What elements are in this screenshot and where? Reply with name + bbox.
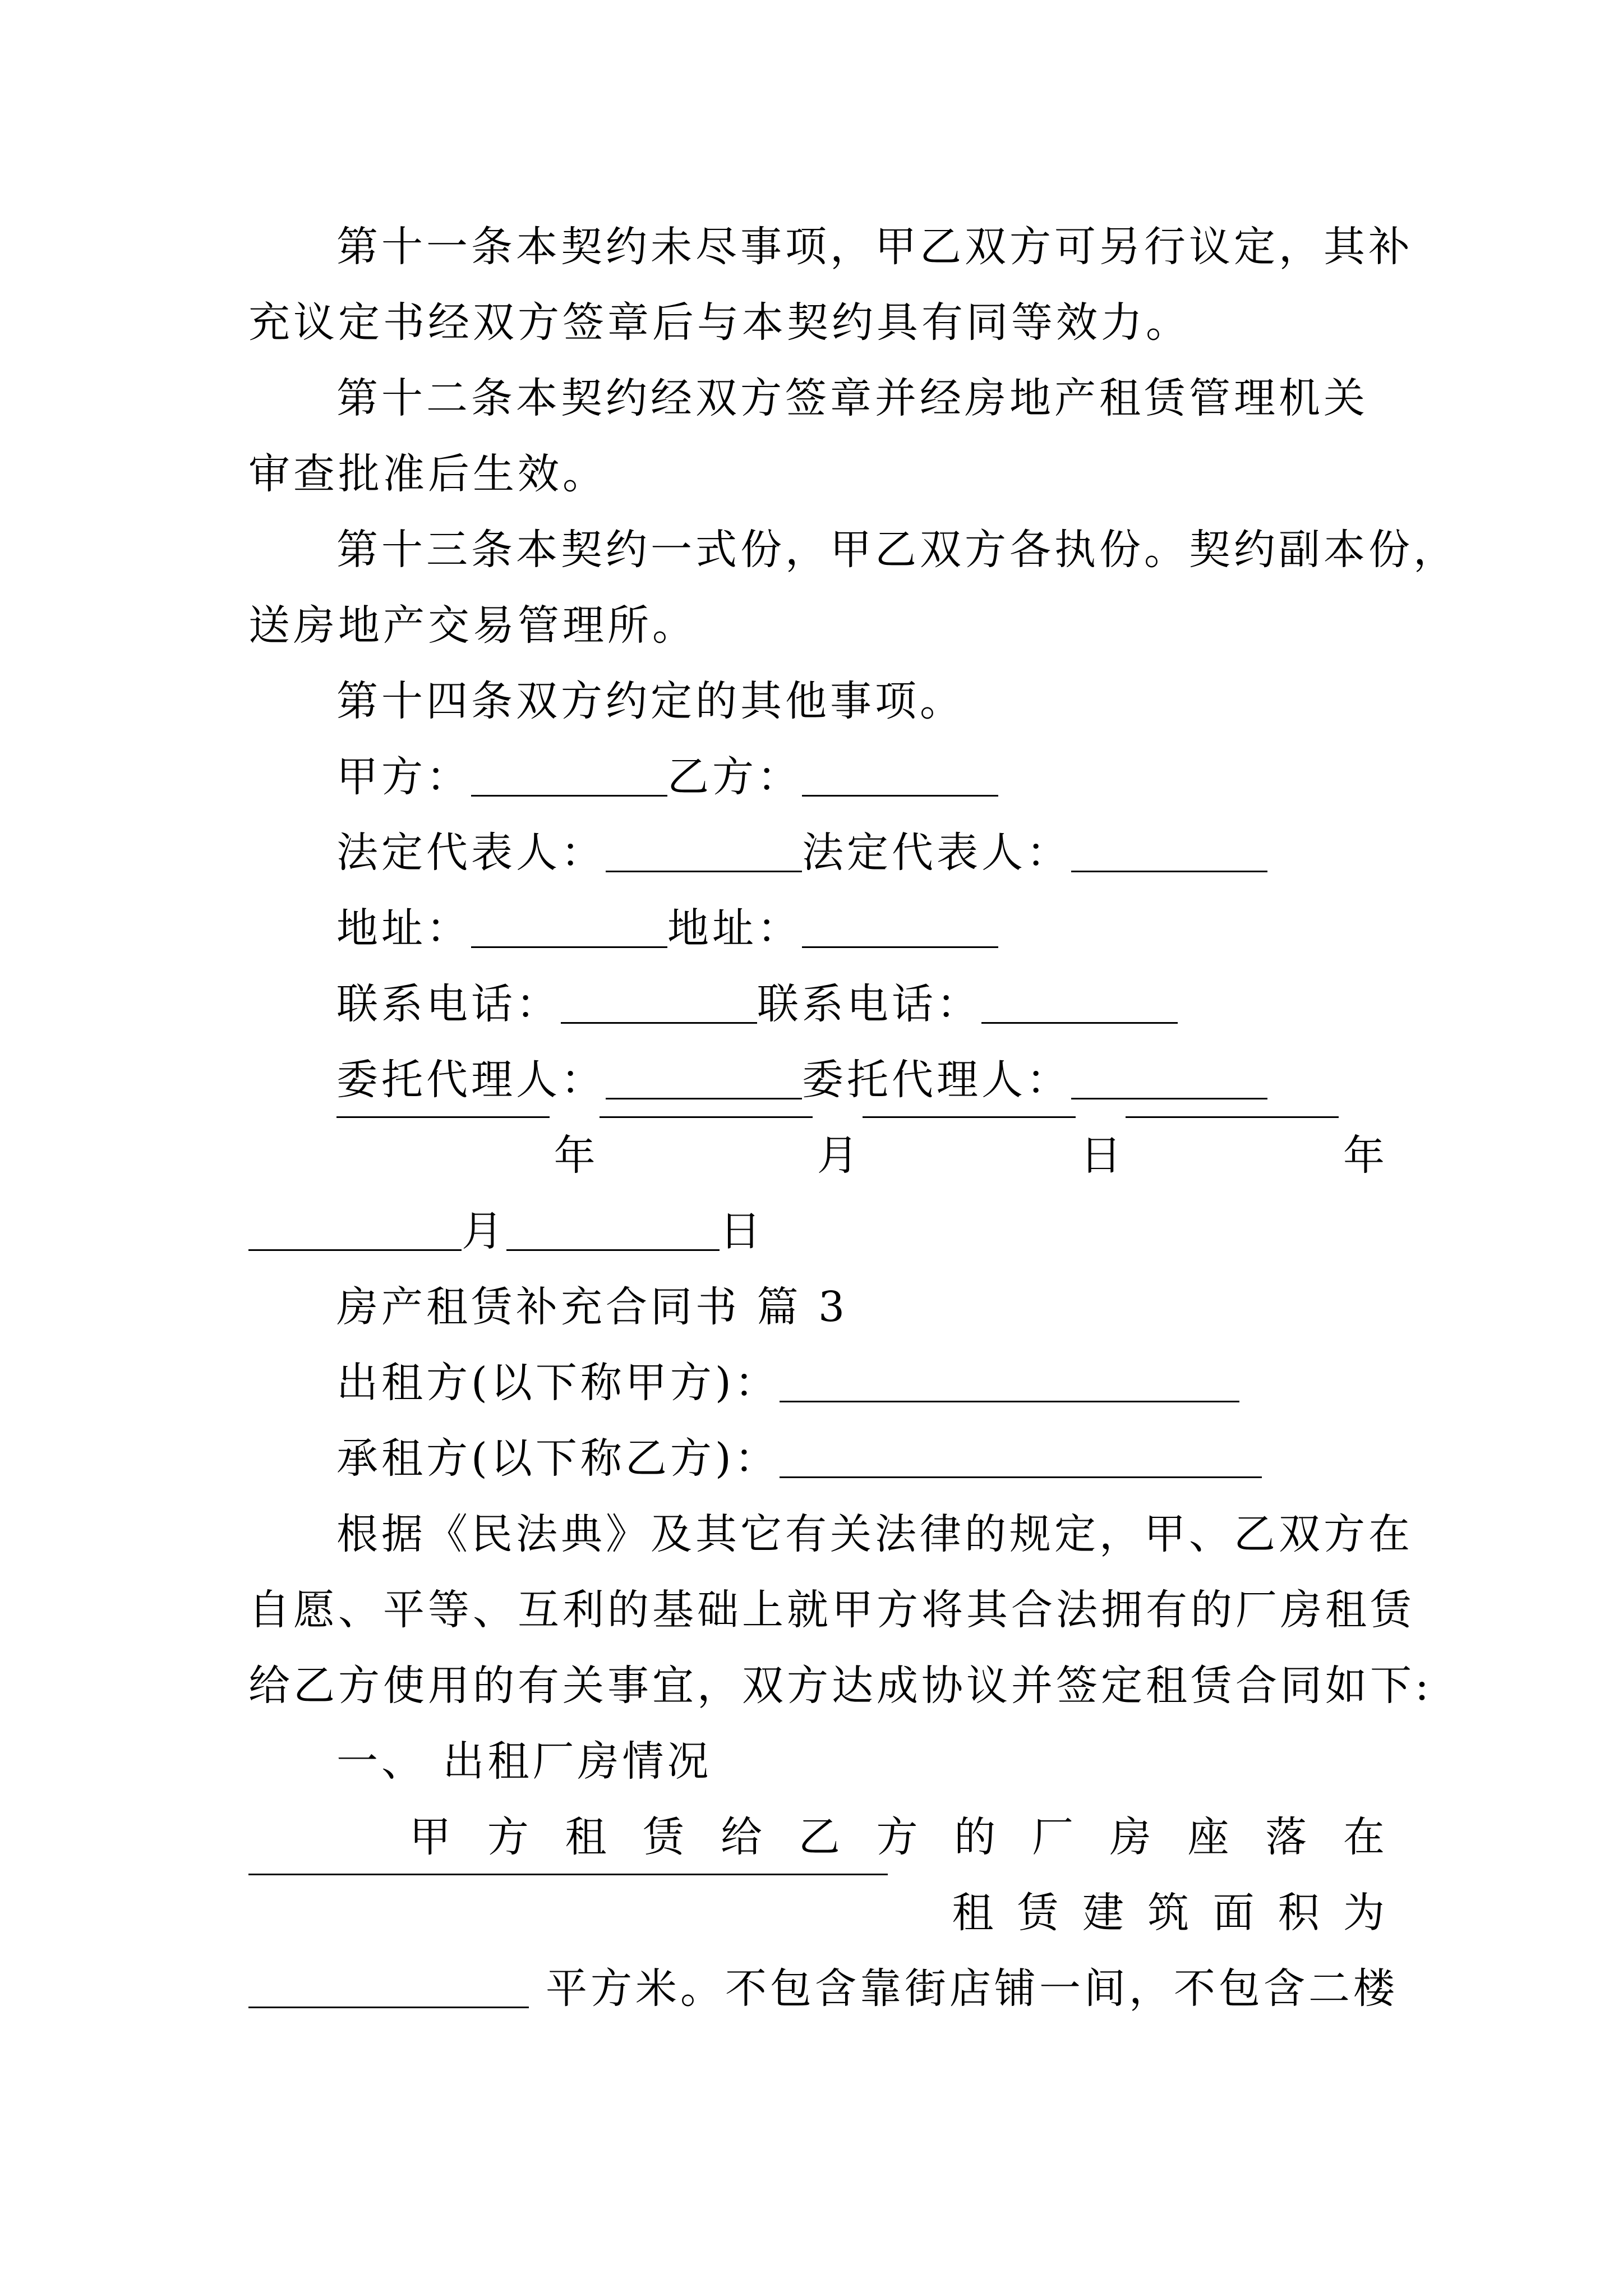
lessee-label: 承租方(以下称乙方)： xyxy=(336,1434,780,1483)
location-char: 的 xyxy=(954,1813,996,1861)
agent-a-label: 委托代理人： xyxy=(336,1056,606,1104)
lessor-label: 出租方(以下称甲方)： xyxy=(336,1359,780,1407)
intro-line-2: 自愿、平等、互利的基础上就甲方将其合法拥有的厂房租赁 xyxy=(248,1586,1415,1634)
address-a-label: 地址： xyxy=(336,904,471,953)
section-3-title: 房产租赁补充合同书 篇 3 xyxy=(336,1283,849,1331)
day-a-blank xyxy=(863,1116,1076,1118)
location-char: 方 xyxy=(487,1813,529,1861)
year-b-blank xyxy=(1126,1116,1339,1118)
article-13-line-1: 第十三条本契约一式份，甲乙双方各执份。契约副本份， xyxy=(336,526,1458,574)
legal-rep-b-label: 法定代表人： xyxy=(802,829,1071,877)
year-a-label: 年 xyxy=(554,1131,596,1180)
signature-date-row-2 xyxy=(248,1192,1385,1271)
location-char: 给 xyxy=(721,1813,762,1861)
agent-b-label: 委托代理人： xyxy=(802,1056,1071,1104)
month-b-label: 月 xyxy=(462,1207,506,1255)
month-a-label: 月 xyxy=(817,1131,859,1180)
location-char: 房 xyxy=(1109,1813,1151,1861)
location-char: 在 xyxy=(1343,1813,1385,1861)
intro-line-1: 根据《民法典》及其它有关法律的规定，甲、乙双方在 xyxy=(336,1510,1413,1558)
year-b-label: 年 xyxy=(1343,1131,1385,1180)
spacer xyxy=(911,1874,928,1952)
area-char: 筑 xyxy=(1147,1889,1189,1937)
article-11-line-2: 充议定书经双方签章后与本契约具有同等效力。 xyxy=(248,298,1191,347)
location-char: 赁 xyxy=(643,1813,685,1861)
signature-legal-rep-row xyxy=(336,813,1385,892)
month-b-blank xyxy=(248,1249,462,1251)
location-blank xyxy=(248,1874,888,1875)
signature-date-row-1 xyxy=(336,1116,1385,1195)
area-char: 赁 xyxy=(1017,1889,1059,1937)
lessee-row xyxy=(336,1419,1385,1498)
location-char: 落 xyxy=(1265,1813,1307,1861)
lessor-blank xyxy=(780,1401,1239,1402)
day-b-label: 日 xyxy=(720,1207,764,1255)
agent-a-blank xyxy=(606,1098,802,1099)
signature-agent-row xyxy=(336,1041,1385,1119)
address-b-label: 地址： xyxy=(667,904,802,953)
area-value-line xyxy=(248,1949,1398,2028)
location-char: 乙 xyxy=(798,1813,840,1861)
heading-rental-plant: 一、 出租厂房情况 xyxy=(336,1737,712,1786)
intro-line-3: 给乙方使用的有关事宜，双方达成协议并签定租赁合同如下: xyxy=(248,1662,1432,1710)
location-char: 甲 xyxy=(409,1813,451,1861)
phone-b-label: 联系电话： xyxy=(757,980,981,1028)
signature-address-row xyxy=(336,889,1385,968)
phone-a-label: 联系电话： xyxy=(336,980,561,1028)
location-char: 座 xyxy=(1187,1813,1229,1861)
article-14: 第十四条双方约定的其他事项。 xyxy=(336,677,965,725)
legal-rep-b-blank xyxy=(1071,871,1267,872)
area-blank xyxy=(248,2007,529,2008)
year-a-blank xyxy=(336,1116,550,1118)
signature-party-row xyxy=(336,738,1385,816)
legal-rep-a-label: 法定代表人： xyxy=(336,829,606,877)
article-12-line-2: 审查批准后生效。 xyxy=(248,450,607,498)
legal-rep-a-blank xyxy=(606,871,802,872)
party-a-blank xyxy=(471,795,667,797)
agent-b-blank xyxy=(1071,1098,1267,1099)
article-11-line-1: 第十一条本契约未尽事项，甲乙双方可另行议定，其补 xyxy=(336,223,1413,271)
phone-b-blank xyxy=(981,1022,1178,1024)
day-b-blank xyxy=(506,1249,720,1251)
address-a-blank xyxy=(471,946,667,948)
area-char: 积 xyxy=(1278,1889,1320,1937)
phone-a-blank xyxy=(561,1022,757,1024)
article-12-line-1: 第十二条本契约经双方签章并经房地产租赁管理机关 xyxy=(336,374,1368,422)
lessor-row xyxy=(336,1343,1385,1422)
party-a-label: 甲方： xyxy=(336,753,471,801)
article-13-line-2: 送房地产交易管理所。 xyxy=(248,601,697,650)
party-b-label: 乙方： xyxy=(667,753,802,801)
area-line xyxy=(248,1874,1385,1952)
area-char: 建 xyxy=(1082,1889,1124,1937)
location-line xyxy=(409,1798,1385,1876)
month-a-blank xyxy=(600,1116,813,1118)
area-char: 面 xyxy=(1212,1889,1255,1937)
lessee-blank xyxy=(780,1476,1262,1478)
location-char: 厂 xyxy=(1032,1813,1073,1861)
area-char: 为 xyxy=(1343,1889,1385,1937)
party-b-blank xyxy=(802,795,998,797)
day-a-label: 日 xyxy=(1080,1131,1122,1180)
area-tail-text: 平方米。不包含靠街店铺一间，不包含二楼 xyxy=(546,1964,1398,2013)
signature-phone-row xyxy=(336,965,1385,1043)
address-b-blank xyxy=(802,946,998,948)
area-char: 租 xyxy=(952,1889,994,1937)
location-char: 方 xyxy=(876,1813,918,1861)
location-char: 租 xyxy=(565,1813,607,1861)
